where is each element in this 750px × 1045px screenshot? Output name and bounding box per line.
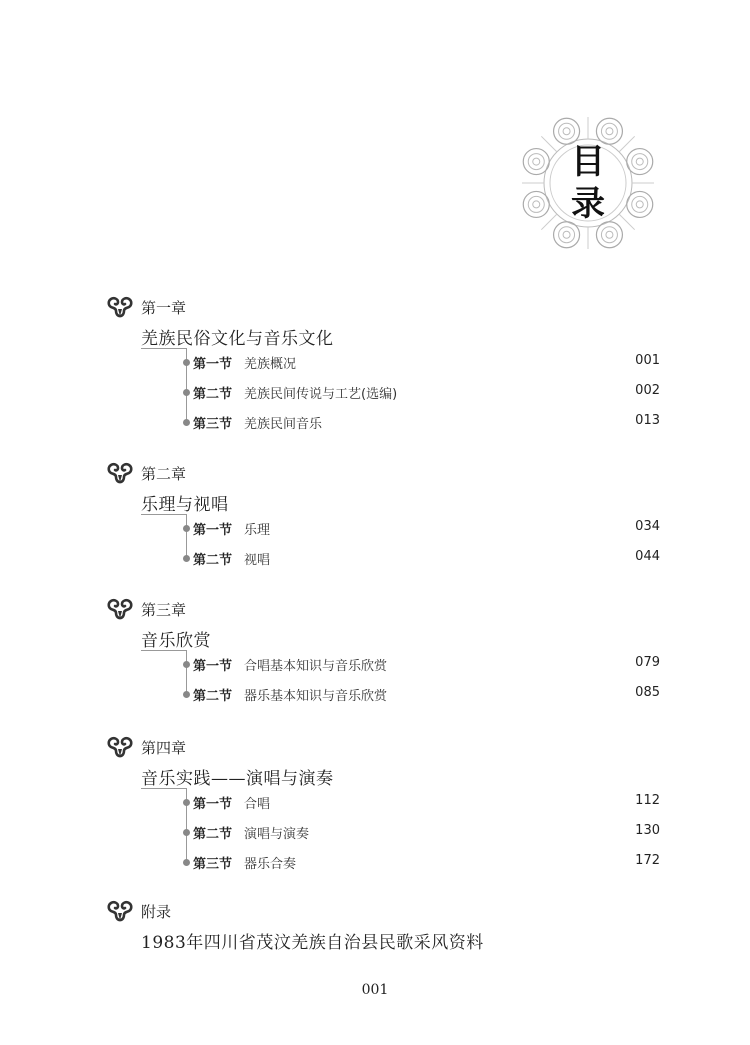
section-page-number: 085 (635, 685, 660, 700)
section-entry[interactable] (0, 684, 750, 706)
bullet-dot-icon (183, 799, 190, 806)
section-page-number: 034 (635, 519, 660, 534)
chapter-label[interactable]: 第二章 (141, 465, 187, 483)
bullet-dot-icon (183, 389, 190, 396)
bullet-dot-icon (183, 555, 190, 562)
chapter-label[interactable]: 第三章 (141, 601, 187, 619)
appendix-label: 附录 (141, 903, 172, 921)
toc-heading-char-2: 录 (571, 184, 605, 224)
chapter-bracket-line (141, 788, 187, 789)
appendix-title: 1983年四川省茂汶羌族自治县民歌采风资料 (141, 933, 484, 953)
ram-horn-icon (107, 900, 133, 922)
section-title: 羌族民间传说与工艺(选编) (244, 387, 398, 402)
bullet-dot-icon (183, 691, 190, 698)
section-page-number: 172 (635, 853, 660, 868)
section-entry[interactable] (0, 852, 750, 874)
section-number: 第二节 (193, 689, 233, 704)
section-number: 第一节 (193, 659, 233, 674)
section-page-number: 001 (635, 353, 660, 368)
chapter-bracket-line (141, 514, 187, 515)
section-title: 器乐合奏 (244, 857, 297, 872)
section-page-number: 130 (635, 823, 660, 838)
section-page-number: 002 (635, 383, 660, 398)
chapter-bracket-line (141, 348, 187, 349)
section-entry[interactable] (0, 792, 750, 814)
chapter-label[interactable]: 第一章 (141, 299, 187, 317)
section-page-number: 079 (635, 655, 660, 670)
bullet-dot-icon (183, 359, 190, 366)
bullet-dot-icon (183, 419, 190, 426)
ram-horn-icon (107, 736, 133, 758)
section-title: 羌族民间音乐 (244, 417, 323, 432)
bullet-dot-icon (183, 859, 190, 866)
bullet-dot-icon (183, 829, 190, 836)
bullet-dot-icon (183, 525, 190, 532)
bullet-dot-icon (183, 661, 190, 668)
chapter-title[interactable]: 音乐实践——演唱与演奏 (141, 769, 334, 789)
section-entry[interactable] (0, 518, 750, 540)
ram-horn-icon (107, 598, 133, 620)
section-entry[interactable] (0, 654, 750, 676)
chapter-bracket-line (141, 650, 187, 651)
section-number: 第一节 (193, 523, 233, 538)
section-title: 器乐基本知识与音乐欣赏 (244, 689, 388, 704)
chapter-title[interactable]: 羌族民俗文化与音乐文化 (141, 329, 334, 349)
section-entry[interactable] (0, 352, 750, 374)
page-number: 001 (361, 982, 389, 998)
section-title: 羌族概况 (244, 357, 297, 372)
section-number: 第二节 (193, 553, 233, 568)
section-title: 合唱 (244, 797, 271, 812)
section-entry[interactable] (0, 822, 750, 844)
chapter-title[interactable]: 乐理与视唱 (141, 495, 229, 515)
toc-heading-char-1: 目 (571, 142, 605, 182)
section-page-number: 044 (635, 549, 660, 564)
section-number: 第二节 (193, 387, 233, 402)
section-page-number: 013 (635, 413, 660, 428)
section-title: 乐理 (244, 523, 271, 538)
ram-horn-icon (107, 296, 133, 318)
section-title: 合唱基本知识与音乐欣赏 (244, 659, 388, 674)
section-number: 第二节 (193, 827, 233, 842)
section-entry[interactable] (0, 548, 750, 570)
section-number: 第一节 (193, 797, 233, 812)
section-title: 视唱 (244, 553, 271, 568)
section-entry[interactable] (0, 412, 750, 434)
section-entry[interactable] (0, 382, 750, 404)
ram-horn-icon (107, 462, 133, 484)
section-title: 演唱与演奏 (244, 827, 310, 842)
section-number: 第一节 (193, 357, 233, 372)
chapter-label[interactable]: 第四章 (141, 739, 187, 757)
chapter-title[interactable]: 音乐欣赏 (141, 631, 211, 651)
section-number: 第三节 (193, 857, 233, 872)
section-number: 第三节 (193, 417, 233, 432)
section-page-number: 112 (635, 793, 660, 808)
